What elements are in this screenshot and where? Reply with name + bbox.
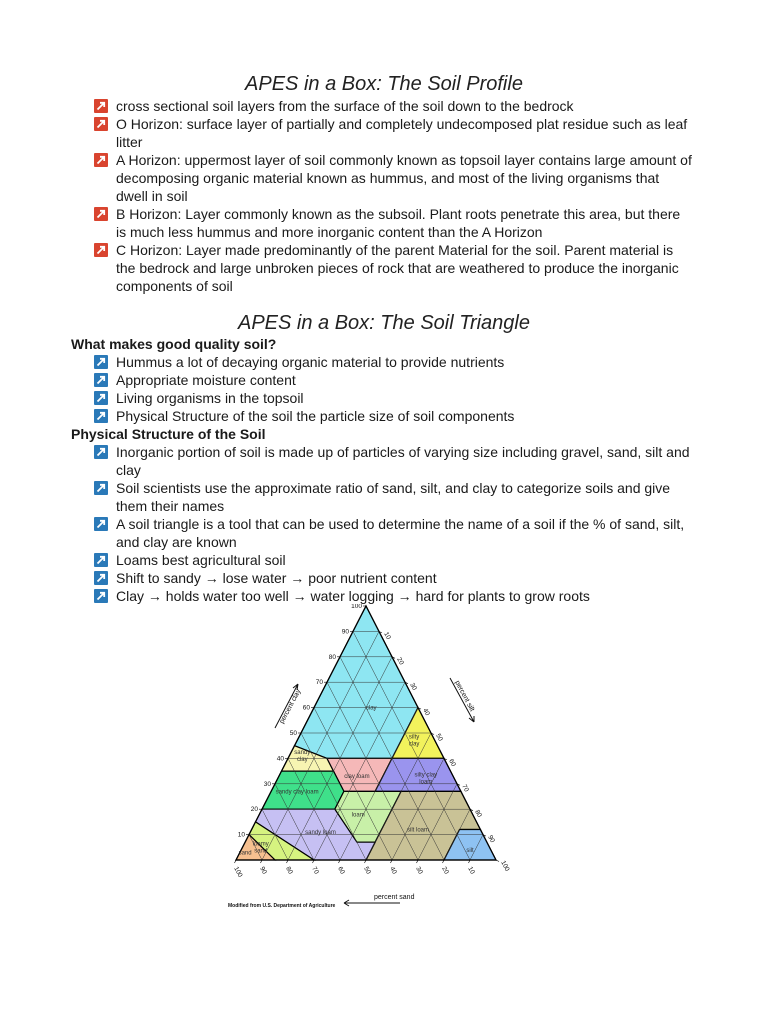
clay-tick-label: 100: [351, 604, 362, 610]
profile-title: APES in a Box: The Soil Profile: [245, 73, 523, 95]
red-arrow-icon: [94, 117, 108, 131]
list-item: A Horizon: uppermost layer of soil commonly known as topsoil layer contains large amount of decomposing organic material known as hummus, and most of the living organisms that dwell in soil: [94, 151, 694, 205]
zone-label-silty-clay: silty clay: [408, 734, 420, 748]
clay-tick-label: 60: [302, 704, 310, 712]
red-arrow-icon: [94, 207, 108, 221]
silt-tick-label: 70: [460, 783, 470, 794]
list-item: Hummus a lot of decaying organic material to provide nutrients: [94, 353, 694, 371]
sand-tick-label: 80: [284, 865, 294, 876]
blue-arrow-icon: [94, 481, 108, 495]
structure-heading: Physical Structure of the Soil: [71, 426, 266, 442]
percent-clay-label: percent clay: [278, 688, 303, 725]
blue-arrow-icon: [94, 553, 108, 567]
list-item: cross sectional soil layers from the surface of the soil down to the bedrock: [94, 97, 694, 115]
zone-label-sandy-clay-loam: sandy clay loam: [275, 789, 319, 796]
list-item: O Horizon: surface layer of partially and completely undecomposed plat residue such as leaf litter: [94, 115, 694, 151]
zone-label-loam: loam: [351, 812, 365, 819]
clay-tick-label: 70: [315, 679, 323, 687]
list-item: Inorganic portion of soil is made up of particles of varying size including gravel, sand, silt and clay: [94, 443, 694, 479]
clay-tick-label: 30: [263, 780, 271, 788]
clay-tick-label: 20: [250, 806, 258, 814]
list-item: Living organisms in the topsoil: [94, 389, 694, 407]
structure-list: [94, 443, 694, 605]
sand-tick-label: 30: [414, 865, 424, 876]
zone-label-sandy-clay: sandy clay: [294, 749, 311, 763]
list-item: Appropriate moisture content: [94, 371, 694, 389]
list-item: C Horizon: Layer made predominantly of the parent Material for the soil. Parent material is the bedrock and large unbroken pieces of rock that are weathered to produce the inorganic components of soil: [94, 241, 694, 295]
red-arrow-icon: [94, 243, 108, 257]
zone-label-sandy-loam: sandy loam: [305, 830, 336, 837]
sand-tick-label: 90: [258, 865, 268, 876]
list-item: B Horizon: Layer commonly known as the subsoil. Plant roots penetrate this area, but there is much less hummus and more inorganic content than the A Horizon: [94, 205, 694, 241]
quality-heading: What makes good quality soil?: [71, 336, 277, 352]
clay-tick-label: 40: [276, 755, 284, 763]
silt-tick-label: 90: [486, 834, 496, 844]
blue-arrow-icon: [94, 517, 108, 531]
red-arrow-icon: [94, 153, 108, 167]
silt-tick-label: 60: [447, 758, 457, 768]
credit-text: Modified from U.S. Department of Agriculture: [228, 903, 336, 909]
zone-label-silt: silt: [466, 847, 474, 854]
zone-label-silt-loam: silt loam: [406, 827, 430, 834]
sand-tick-label: 10: [466, 865, 476, 876]
clay-tick-label: 50: [289, 730, 297, 737]
list-item: Soil scientists use the approximate ratio of sand, silt, and clay to categorize soils and give them their names: [94, 479, 694, 515]
silt-tick-label: 20: [395, 656, 405, 667]
sand-tick-label: 70: [310, 865, 320, 876]
zone-label-loamy-sand: loamy sand: [252, 841, 269, 855]
percent-silt-label: percent silt: [453, 679, 476, 713]
silt-tick-label: 10: [382, 631, 392, 641]
list-item: Loams best agricultural soil: [94, 551, 694, 569]
zone-label-silty-clay-loam: silty clay loam: [414, 772, 438, 786]
silt-tick-label: 40: [421, 707, 431, 717]
list-item: Physical Structure of the soil the particle size of soil components: [94, 407, 694, 425]
blue-arrow-icon: [94, 571, 108, 585]
blue-arrow-icon: [94, 409, 108, 423]
blue-arrow-icon: [94, 391, 108, 405]
percent-sand-label: percent sand: [374, 894, 415, 901]
silt-tick-label: 80: [473, 808, 483, 819]
blue-arrow-icon: [94, 355, 108, 369]
clay-tick-label: 80: [328, 653, 336, 661]
blue-arrow-icon: [94, 445, 108, 459]
zone-label-clay: clay: [365, 705, 377, 712]
zone-label-sand: sand: [238, 850, 252, 857]
blue-arrow-icon: [94, 373, 108, 387]
tick-mark: [496, 860, 499, 862]
profile-list: [94, 97, 694, 295]
sand-tick-label: 50: [362, 865, 372, 876]
silt-tick-label: 50: [434, 732, 444, 743]
blue-arrow-icon: [94, 589, 108, 603]
sand-tick-label: 100: [232, 865, 244, 879]
list-item: Clay → holds water too well → water logging → hard for plants to grow roots: [94, 587, 694, 605]
triangle-title: APES in a Box: The Soil Triangle: [238, 312, 530, 334]
sand-tick-label: 40: [388, 865, 398, 876]
zone-label-clay-loam: clay loam: [344, 774, 370, 781]
sand-tick-label: 60: [336, 865, 346, 876]
clay-tick-label: 90: [341, 628, 349, 636]
quality-list: [94, 353, 694, 425]
clay-tick-label: 10: [237, 831, 245, 839]
sand-tick-label: 20: [440, 865, 450, 876]
red-arrow-icon: [94, 99, 108, 113]
list-item: Shift to sandy → lose water → poor nutrient content: [94, 569, 694, 587]
list-item: A soil triangle is a tool that can be used to determine the name of a soil if the % of sand, silt, and clay are known: [94, 515, 694, 551]
silt-tick-label: 100: [499, 859, 511, 873]
silt-tick-label: 30: [408, 681, 418, 692]
soil-texture-triangle: [226, 604, 546, 914]
